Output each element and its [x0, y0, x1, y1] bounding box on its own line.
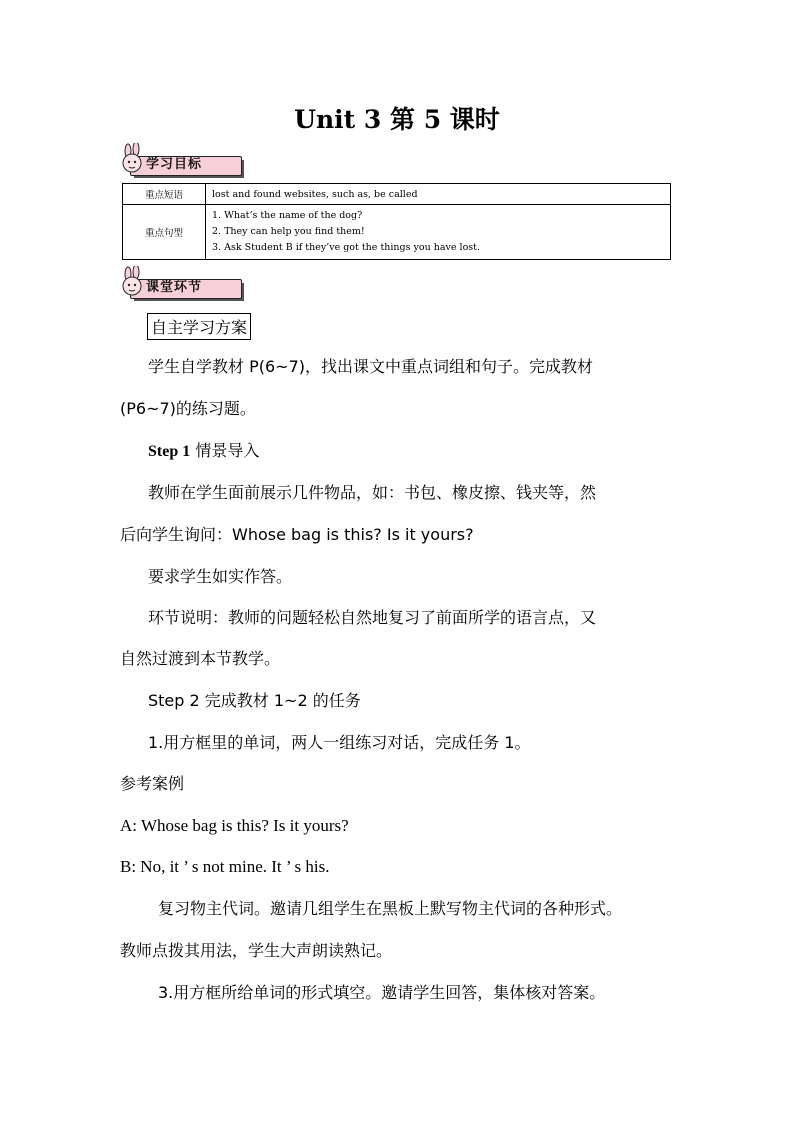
paragraph: 教师在学生面前展示几件物品，如：书包、橡皮擦、钱夹等，然 — [148, 483, 597, 502]
step-heading — [148, 441, 708, 462]
dialog-line: B: No, it ’ s not mine. It ’ s his. — [120, 857, 330, 876]
table-cell — [206, 205, 671, 260]
step-heading: Step 2 完成教材 1~2 的任务 — [148, 691, 361, 710]
paragraph: 复习物主代词。邀请几组学生在黑板上默写物主代词的各种形式。 — [158, 899, 623, 918]
paragraph: 3.用方框所给单词的形式填空。邀请学生回答，集体核对答案。 — [158, 983, 606, 1002]
page-title: Unit 3 第 5 课时 — [294, 105, 500, 134]
sentence-line: 3. Ask Student B if they’ve got the things you have lost. — [212, 242, 480, 253]
step-title: 情景导入 — [190, 441, 260, 460]
table-cell: lost and found websites, such as, be called — [206, 184, 671, 205]
goals-table — [122, 183, 671, 260]
table-cell: 重点短语 — [123, 184, 206, 205]
paragraph: 1.用方框里的单词，两人一组练习对话，完成任务 1。 — [148, 733, 531, 752]
table-cell: 重点句型 — [123, 205, 206, 260]
boxed-heading: 自主学习方案 — [147, 313, 251, 340]
badge-label: 学习目标 — [146, 157, 203, 172]
paragraph: (P6~7)的练习题。 — [120, 399, 256, 418]
table-row — [123, 205, 671, 260]
badge-label: 课堂环节 — [146, 280, 203, 295]
paragraph: 环节说明：教师的问题轻松自然地复习了前面所学的语言点，又 — [148, 608, 597, 627]
section-badge-class — [118, 266, 248, 300]
paragraph: 学生自学教材 P(6~7)，找出课文中重点词组和句子。完成教材 — [148, 357, 593, 376]
paragraph: 要求学生如实作答。 — [148, 567, 293, 586]
sentence-line: 2. They can help you find them! — [212, 226, 365, 237]
table-row — [123, 184, 671, 205]
paragraph: 参考案例 — [120, 774, 185, 793]
paragraph: 教师点拨其用法，学生大声朗读熟记。 — [120, 941, 393, 960]
sentence-line: 1. What’s the name of the dog? — [212, 210, 363, 221]
step-label: Step 1 — [148, 443, 191, 460]
paragraph: 后向学生询问：Whose bag is this? Is it yours? — [120, 525, 474, 544]
section-badge-goals — [118, 143, 248, 177]
paragraph: 自然过渡到本节教学。 — [120, 649, 281, 668]
dialog-line: A: Whose bag is this? Is it yours? — [120, 816, 349, 835]
